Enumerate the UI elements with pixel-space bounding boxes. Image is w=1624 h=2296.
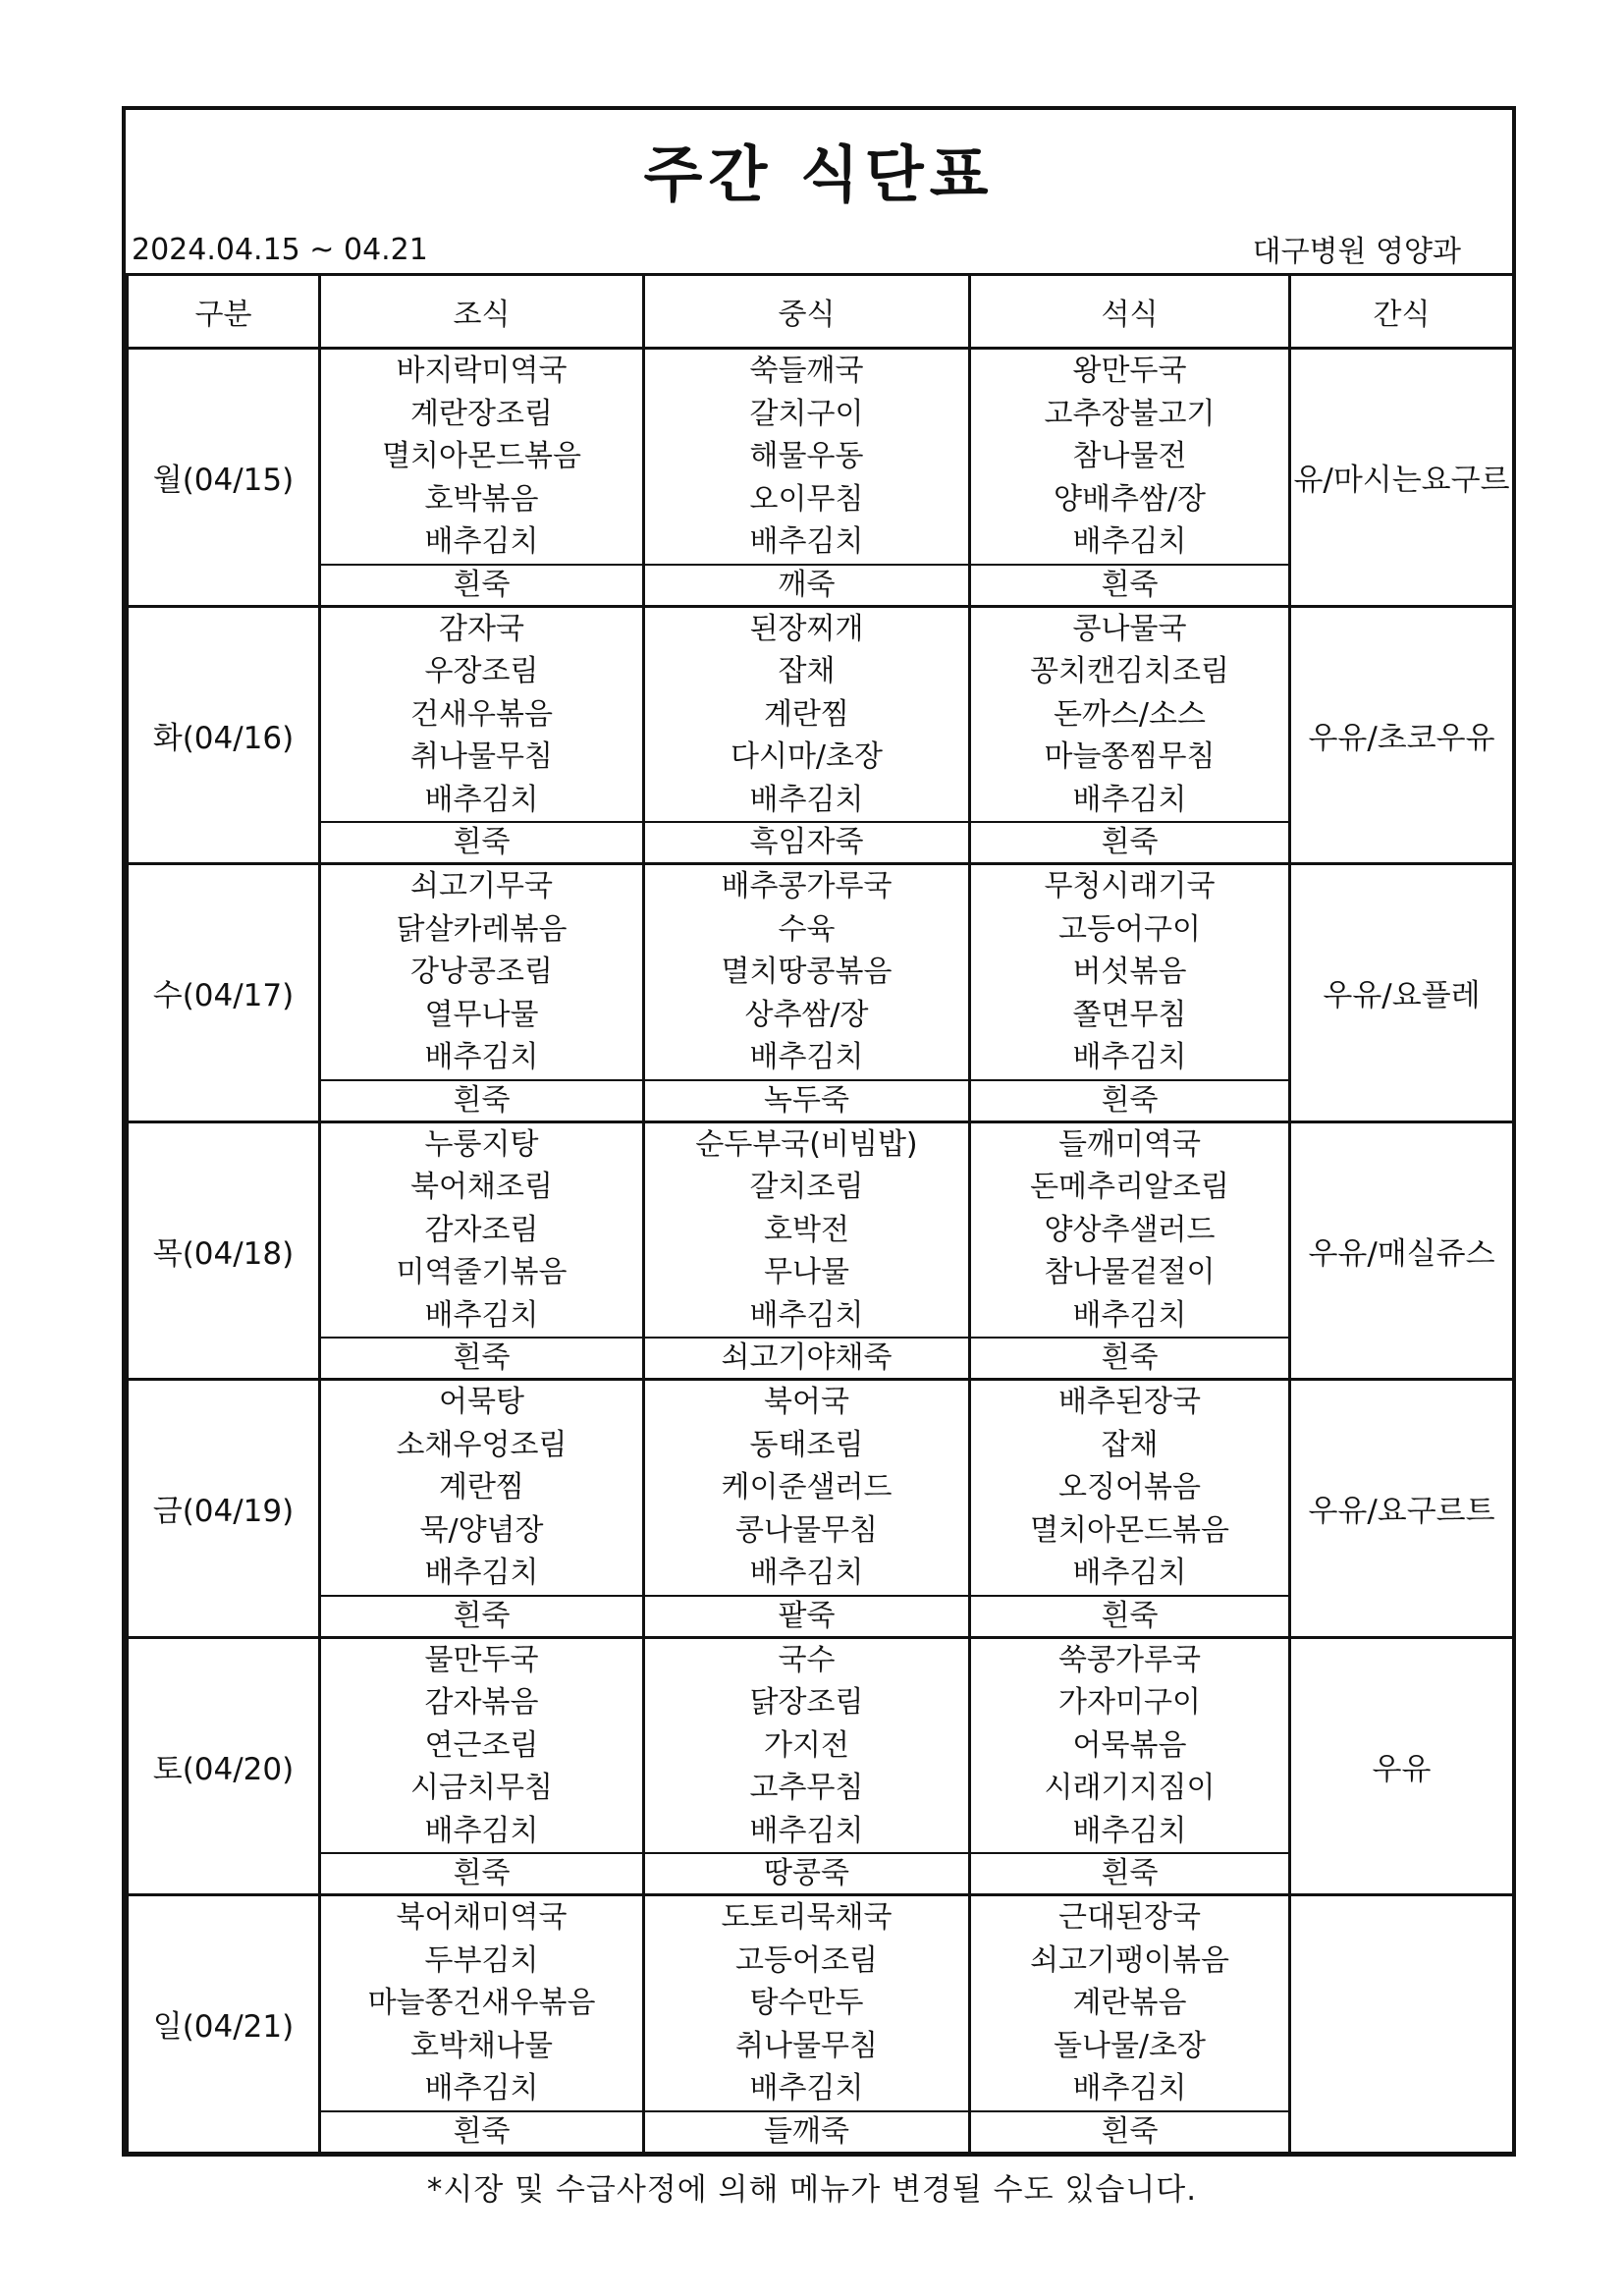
menu-item: 갈치조림 — [749, 1170, 864, 1204]
page-title: 주간 식단표 — [643, 138, 995, 210]
menu-item: 배추김치 — [424, 782, 539, 817]
menu-item: 배추김치 — [424, 1040, 539, 1074]
breakfast-menu-cell — [320, 1121, 644, 1338]
menu-item: 돈까스/소스 — [1053, 696, 1206, 732]
menu-item: 쇠고기무국 — [410, 869, 553, 903]
menu-item: 배추김치 — [749, 1813, 864, 1848]
breakfast-porridge-cell: 흰죽 — [320, 1080, 644, 1122]
menu-item: 호박전 — [764, 1212, 849, 1247]
menu-item: 근대된장국 — [1058, 1900, 1201, 1935]
menu-item: 감자국 — [439, 611, 524, 646]
menu-item: 배추김치 — [1072, 1297, 1187, 1333]
menu-item: 감자조림 — [424, 1212, 539, 1247]
menu-item: 가지전 — [764, 1727, 849, 1763]
menu-item: 콩나물무침 — [735, 1512, 878, 1548]
day-row — [128, 349, 1514, 565]
day-row — [128, 1637, 1514, 1853]
footer-note: *시장 및 수급사정에 의해 메뉴가 변경될 수도 있습니다. — [426, 2172, 1198, 2208]
menu-item: 콩나물국 — [1072, 611, 1187, 646]
lunch-menu-cell — [644, 1637, 970, 1853]
menu-item: 마늘쫑찜무침 — [1044, 739, 1216, 774]
lunch-menu-cell — [644, 1895, 970, 2111]
breakfast-menu-cell — [320, 1637, 644, 1853]
menu-item: 버섯볶음 — [1072, 955, 1187, 989]
breakfast-menu-cell — [320, 1380, 644, 1596]
menu-item: 가자미구이 — [1058, 1685, 1201, 1720]
day-row — [128, 606, 1514, 822]
menu-item: 북어국 — [764, 1385, 849, 1419]
menu-item: 계란볶음 — [1072, 1986, 1187, 2020]
snack-cell: 우유/초코우유 — [1290, 606, 1514, 864]
menu-item: 누룽지탕 — [424, 1126, 539, 1162]
breakfast-porridge-cell: 흰죽 — [320, 1853, 644, 1895]
day-label: 금(04/19) — [128, 1380, 320, 1638]
menu-item: 배추김치 — [424, 524, 539, 559]
menu-item: 시금치무침 — [410, 1771, 553, 1805]
dinner-porridge-cell: 흰죽 — [970, 2111, 1290, 2154]
menu-item: 배추김치 — [1072, 782, 1187, 817]
snack-cell: 우유/요플레 — [1290, 864, 1514, 1122]
breakfast-porridge-cell: 흰죽 — [320, 822, 644, 864]
day-row — [128, 1380, 1514, 1596]
menu-item: 돈메추리알조림 — [1030, 1170, 1229, 1204]
menu-item: 탕수만두 — [749, 1986, 864, 2020]
menu-item: 오징어볶음 — [1058, 1470, 1201, 1504]
breakfast-porridge-cell: 흰죽 — [320, 1338, 644, 1380]
lunch-porridge-cell: 흑임자죽 — [644, 822, 970, 864]
menu-item: 북어채조림 — [410, 1170, 553, 1204]
dinner-porridge-cell: 흰죽 — [970, 1853, 1290, 1895]
dinner-menu-cell — [970, 864, 1290, 1080]
menu-item: 무나물 — [764, 1255, 849, 1289]
menu-item: 참나물전 — [1072, 439, 1187, 473]
menu-item: 우장조림 — [424, 654, 539, 688]
menu-item: 순두부국(비빔밥) — [695, 1126, 918, 1162]
menu-item: 배추김치 — [749, 2071, 864, 2105]
menu-item: 닭살카레볶음 — [396, 911, 568, 947]
lunch-menu-cell — [644, 349, 970, 565]
breakfast-porridge-cell: 흰죽 — [320, 565, 644, 607]
menu-item: 닭장조림 — [749, 1685, 864, 1720]
menu-item: 감자볶음 — [424, 1685, 539, 1720]
menu-item: 소채우엉조림 — [396, 1427, 568, 1462]
dinner-menu-cell — [970, 1895, 1290, 2111]
menu-item: 갈치구이 — [749, 396, 864, 431]
day-label: 목(04/18) — [128, 1121, 320, 1380]
menu-item: 케이준샐러드 — [721, 1470, 893, 1504]
menu-item: 취나물무침 — [735, 2028, 878, 2063]
day-label: 월(04/15) — [128, 349, 320, 607]
dinner-menu-cell — [970, 349, 1290, 565]
lunch-porridge-cell: 쇠고기야채죽 — [644, 1338, 970, 1380]
menu-item: 꽁치캔김치조림 — [1030, 654, 1229, 688]
menu-item: 도토리묵채국 — [721, 1900, 893, 1935]
menu-item: 배추콩가루국 — [721, 869, 893, 903]
column-header-dinner: 석식 — [970, 275, 1290, 349]
menu-item: 수육 — [778, 911, 836, 947]
menu-item: 양상추샐러드 — [1044, 1212, 1216, 1247]
breakfast-menu-cell — [320, 606, 644, 822]
day-label: 화(04/16) — [128, 606, 320, 864]
lunch-porridge-cell: 깨죽 — [644, 565, 970, 607]
menu-item: 어묵탕 — [439, 1385, 524, 1419]
dinner-menu-cell — [970, 606, 1290, 822]
column-header-snack: 간식 — [1290, 275, 1514, 349]
menu-item: 쑥들깨국 — [749, 354, 864, 388]
day-row — [128, 864, 1514, 1080]
dinner-menu-cell — [970, 1637, 1290, 1853]
menu-item: 배추김치 — [749, 1040, 864, 1074]
menu-item: 상추쌈/장 — [744, 997, 869, 1032]
menu-item: 배추김치 — [1072, 1813, 1187, 1848]
menu-item: 강낭콩조림 — [410, 955, 553, 989]
menu-item: 쇠고기팽이볶음 — [1030, 1942, 1229, 1978]
menu-item: 배추김치 — [749, 782, 864, 817]
date-range: 2024.04.15 ~ 04.21 — [132, 233, 428, 267]
menu-item: 열무나물 — [424, 997, 539, 1032]
menu-item: 국수 — [778, 1642, 836, 1677]
menu-item: 배추된장국 — [1058, 1385, 1201, 1419]
weekly-menu-table — [126, 273, 1515, 2155]
menu-item: 호박채나물 — [410, 2028, 553, 2063]
menu-item: 미역줄기볶음 — [396, 1255, 568, 1289]
menu-item: 고추무침 — [749, 1771, 864, 1805]
menu-item: 왕만두국 — [1072, 354, 1187, 388]
menu-item: 북어채미역국 — [396, 1900, 568, 1935]
menu-item: 배추김치 — [1072, 1556, 1187, 1590]
lunch-porridge-cell: 팥죽 — [644, 1596, 970, 1638]
menu-item: 배추김치 — [749, 1556, 864, 1590]
snack-cell: 우유/요구르트 — [1290, 1380, 1514, 1638]
snack-cell: 우유/매실쥬스 — [1290, 1121, 1514, 1380]
breakfast-menu-cell — [320, 1895, 644, 2111]
dinner-menu-cell — [970, 1380, 1290, 1596]
menu-item: 계란장조림 — [410, 396, 553, 431]
day-label: 수(04/17) — [128, 864, 320, 1122]
menu-item: 시래기지짐이 — [1044, 1771, 1216, 1805]
menu-item: 무청시래기국 — [1044, 869, 1216, 903]
day-label: 토(04/20) — [128, 1637, 320, 1895]
menu-item: 멸치아몬드볶음 — [382, 439, 581, 473]
column-header-breakfast: 조식 — [320, 275, 644, 349]
dinner-porridge-cell: 흰죽 — [970, 1596, 1290, 1638]
lunch-menu-cell — [644, 606, 970, 822]
menu-sheet — [122, 106, 1516, 2157]
menu-item: 배추김치 — [1072, 2071, 1187, 2105]
menu-item: 바지락미역국 — [396, 354, 568, 388]
breakfast-porridge-cell: 흰죽 — [320, 1596, 644, 1638]
menu-item: 돌나물/초장 — [1053, 2028, 1206, 2063]
menu-item: 취나물무침 — [410, 739, 553, 774]
menu-item: 동태조림 — [749, 1427, 864, 1462]
lunch-porridge-cell: 땅콩죽 — [644, 1853, 970, 1895]
breakfast-porridge-cell: 흰죽 — [320, 2111, 644, 2154]
menu-item: 호박볶음 — [424, 481, 539, 517]
dinner-porridge-cell: 흰죽 — [970, 822, 1290, 864]
lunch-porridge-cell: 녹두죽 — [644, 1080, 970, 1122]
column-header-category: 구분 — [128, 275, 320, 349]
dinner-porridge-cell: 흰죽 — [970, 1338, 1290, 1380]
menu-item: 묵/양념장 — [419, 1512, 544, 1548]
menu-item: 계란찜 — [764, 696, 849, 732]
menu-item: 다시마/초장 — [730, 739, 883, 774]
menu-item: 배추김치 — [1072, 1040, 1187, 1074]
menu-item: 고등어조림 — [735, 1942, 878, 1978]
menu-item: 배추김치 — [749, 1297, 864, 1333]
menu-item: 된장찌개 — [749, 611, 864, 646]
day-row — [128, 1121, 1514, 1338]
menu-item: 배추김치 — [1072, 524, 1187, 559]
menu-body — [128, 349, 1514, 2154]
menu-item: 해물우동 — [749, 439, 864, 473]
dinner-menu-cell — [970, 1121, 1290, 1338]
menu-item: 두부김치 — [424, 1942, 539, 1978]
snack-cell: 우유 — [1290, 1637, 1514, 1895]
lunch-menu-cell — [644, 864, 970, 1080]
day-row — [128, 1895, 1514, 2111]
breakfast-menu-cell — [320, 864, 644, 1080]
menu-item: 계란찜 — [439, 1470, 524, 1504]
menu-item: 배추김치 — [749, 524, 864, 559]
lunch-porridge-cell: 들깨죽 — [644, 2111, 970, 2154]
menu-item: 들깨미역국 — [1058, 1126, 1201, 1162]
snack-cell: 유/마시는요구르 — [1290, 349, 1514, 607]
menu-item: 오이무침 — [749, 481, 864, 517]
menu-item: 참나물겉절이 — [1044, 1255, 1216, 1289]
menu-item: 고등어구이 — [1058, 911, 1201, 947]
department-name: 대구병원 영양과 — [1252, 235, 1461, 269]
menu-item: 마늘쫑건새우볶음 — [367, 1986, 596, 2020]
menu-item: 잡채 — [1101, 1427, 1159, 1462]
breakfast-menu-cell — [320, 349, 644, 565]
menu-item: 연근조림 — [424, 1727, 539, 1763]
menu-item: 어묵볶음 — [1072, 1727, 1187, 1763]
day-label: 일(04/21) — [128, 1895, 320, 2154]
dinner-porridge-cell: 흰죽 — [970, 1080, 1290, 1122]
menu-item: 잡채 — [778, 654, 836, 688]
menu-item: 멸치아몬드볶음 — [1030, 1512, 1229, 1548]
dinner-porridge-cell: 흰죽 — [970, 565, 1290, 607]
menu-item: 물만두국 — [424, 1642, 539, 1677]
menu-item: 고추장불고기 — [1044, 396, 1216, 431]
menu-item: 배추김치 — [424, 1556, 539, 1590]
menu-item: 배추김치 — [424, 1813, 539, 1848]
menu-item: 양배추쌈/장 — [1053, 481, 1206, 517]
menu-item: 건새우볶음 — [410, 696, 553, 732]
column-header-lunch: 중식 — [644, 275, 970, 349]
menu-item: 배추김치 — [424, 2071, 539, 2105]
menu-item: 쫄면무침 — [1072, 997, 1187, 1032]
lunch-menu-cell — [644, 1380, 970, 1596]
lunch-menu-cell — [644, 1121, 970, 1338]
menu-item: 배추김치 — [424, 1297, 539, 1333]
header-row — [128, 275, 1514, 349]
snack-cell — [1290, 1895, 1514, 2154]
menu-item: 멸치땅콩볶음 — [721, 955, 893, 989]
menu-item: 쑥콩가루국 — [1058, 1642, 1201, 1677]
